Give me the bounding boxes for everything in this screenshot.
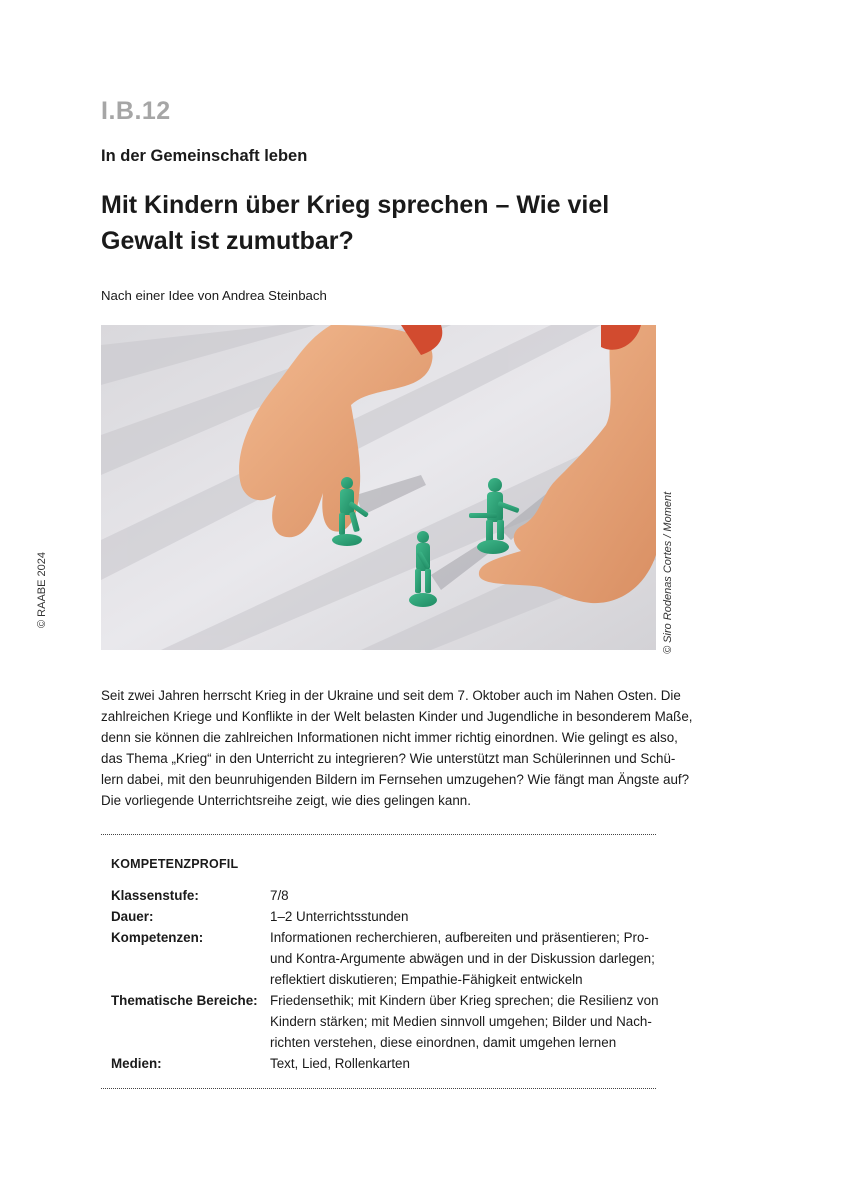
intro-line: Seit zwei Jahren herrscht Krieg in der Ukraine und seit dem 7. Oktober auch im Nahen Osten. Die [101, 688, 681, 703]
document-code: I.B.12 [101, 97, 171, 125]
intro-line: Die vorliegende Unterrichtsreihe zeigt, wie dies gelingen kann. [101, 793, 471, 808]
profile-value-line: Informationen recherchieren, aufbereiten und präsentieren; Pro- [270, 930, 649, 945]
profile-value-line: und Kontra-Argumente abwägen und in der Diskussion darlegen; [270, 951, 655, 966]
profile-value-line: Friedensethik; mit Kindern über Krieg sprechen; die Resilienz von [270, 993, 659, 1008]
section-title: In der Gemeinschaft leben [101, 147, 308, 165]
intro-line: denn sie können die zahlreichen Informationen nicht immer richtig einordnen. Wie gelingt es also, [101, 730, 678, 745]
profile-value-line: reflektiert diskutieren; Empathie-Fähigkeit entwickeln [270, 972, 583, 987]
profile-value [270, 1053, 650, 1074]
profile-value [270, 927, 655, 990]
divider-top [101, 834, 656, 835]
page-title [101, 187, 661, 259]
intro-paragraph [101, 685, 693, 811]
profile-label: Kompetenzen: [111, 930, 204, 945]
profile-value-line: richten verstehen, diese einordnen, damit umgehen lernen [270, 1035, 617, 1050]
title-line: Gewalt ist zumutbar? [101, 227, 354, 255]
copyright-notice: © RAABE 2024 [36, 552, 48, 628]
profile-value [270, 885, 650, 906]
intro-line: das Thema „Krieg“ in den Unterricht zu integrieren? Wie unterstützt man Schülerinnen und Schü- [101, 751, 676, 766]
profile-value-line: 1–2 Unterrichtsstunden [270, 909, 409, 924]
profile-value [270, 990, 659, 1053]
intro-line: lern dabei, mit den beunruhigenden Bildern im Fernsehen umzugehen? Wie fängt man Ängste auf? [101, 772, 690, 787]
profile-label: Klassenstufe: [111, 888, 199, 903]
title-line: Mit Kindern über Krieg sprechen – Wie viel [101, 191, 610, 219]
photo-credit: © Siro Rodenas Cortes / Moment [662, 491, 674, 654]
profile-value-line: Text, Lied, Rollenkarten [270, 1056, 410, 1071]
intro-line: zahlreichen Kriege und Konflikte in der Welt belasten Kinder und Jugendliche in besonderem Maße, [101, 709, 693, 724]
profile-heading: KOMPETENZPROFIL [111, 857, 239, 871]
divider-bottom [101, 1088, 656, 1089]
profile-label: Thematische Bereiche: [111, 993, 258, 1008]
profile-value-line: Kindern stärken; mit Medien sinnvoll umgehen; Bilder und Nach- [270, 1014, 652, 1029]
profile-label: Medien: [111, 1056, 162, 1071]
profile-label: Dauer: [111, 909, 154, 924]
profile-value [270, 906, 650, 927]
profile-value-line: 7/8 [270, 888, 289, 903]
author-credit: Nach einer Idee von Andrea Steinbach [101, 288, 327, 303]
cover-photo [101, 325, 656, 650]
